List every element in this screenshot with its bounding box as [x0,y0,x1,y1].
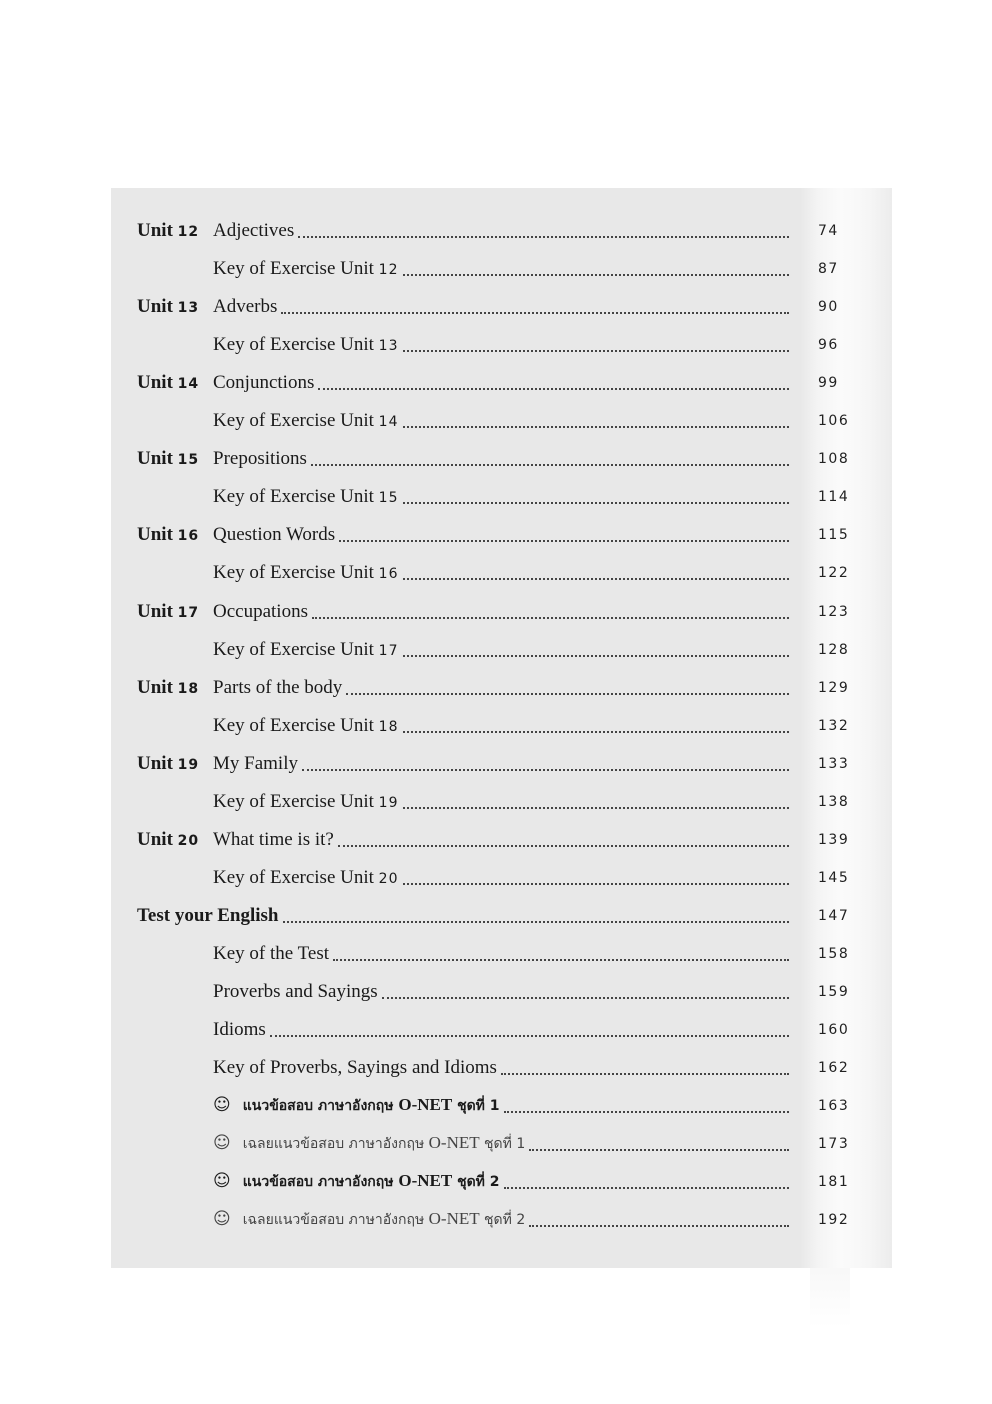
toc-entry-title [137,220,294,242]
smiley-icon: ☺ [213,1095,231,1115]
key-title [213,791,399,813]
onet-label: O-NET [428,1133,480,1152]
key-title [213,258,399,280]
toc-entry-title [213,562,399,584]
unit-number: 13 [177,300,200,316]
unit-label [137,677,213,699]
dot-leader [403,730,790,733]
unit-title: What time is it? [213,829,334,850]
page-number: 181 [818,1174,850,1190]
key-unit-number: 20 [378,871,399,887]
page-number: 128 [818,642,850,658]
unit-number: 12 [177,224,200,240]
dot-leader [403,273,790,276]
key-unit-number: 19 [378,795,399,811]
dot-leader [281,311,789,314]
key-title-text: Key of Exercise Unit [213,486,374,507]
thai-set-number: ชุดที่ 1 [479,1136,526,1152]
dot-leader [270,1034,789,1037]
dot-leader [504,1110,789,1113]
toc-entry-title [213,1133,525,1155]
unit-title: Adverbs [213,296,278,317]
unit-number: 14 [177,376,200,392]
unit-word: Unit [137,677,173,698]
key-title-text: Key of Exercise Unit [213,639,374,660]
thai-exam-title [213,1171,500,1193]
thai-text: แนวข้อสอบ ภาษาอังกฤษ [242,1174,399,1190]
toc-entry[interactable] [137,673,851,703]
sub-title: Key of the Test [213,943,329,964]
key-title-text: Key of Exercise Unit [213,410,374,431]
page-number: 158 [818,946,850,962]
toc-entry[interactable] [137,482,851,512]
page-number: 162 [818,1060,850,1076]
key-title-text: Key of Exercise Unit [213,562,374,583]
unit-label [137,372,213,394]
unit-label [137,829,213,851]
toc-entry[interactable] [137,635,851,665]
unit-word: Unit [137,524,173,545]
page-number: 114 [818,489,850,505]
key-unit-number: 12 [378,262,399,278]
dot-leader [403,654,790,657]
dot-leader [312,616,789,619]
unit-label [137,601,213,623]
sub-title: Key of Proverbs, Sayings and Idioms [213,1057,497,1078]
page-number: 106 [818,413,850,429]
sub-title: Idioms [213,1019,266,1040]
smiley-icon: ☺ [213,1171,231,1191]
toc-entry[interactable] [137,406,851,436]
key-title-text: Key of Exercise Unit [213,867,374,888]
toc-entry-title [137,905,279,927]
toc-entry[interactable] [137,939,851,969]
dot-leader [298,235,789,238]
toc-entry-title [213,715,399,737]
toc-entry-title [137,753,298,775]
unit-label [137,524,213,546]
page-number: 147 [818,908,850,924]
page-number: 159 [818,984,850,1000]
toc-entry[interactable] [137,368,851,398]
dot-leader [318,387,789,390]
toc-entry[interactable] [137,749,851,779]
key-title [213,410,399,432]
unit-word: Unit [137,372,173,393]
toc-entry-title [137,448,307,470]
toc-entry[interactable] [137,1205,851,1235]
key-title [213,562,399,584]
key-title [213,486,399,508]
unit-number: 17 [177,605,200,621]
thai-exam-title [213,1133,525,1155]
unit-number: 16 [177,528,200,544]
toc-entry-title [137,296,277,318]
toc-entry[interactable] [137,254,851,284]
page-number: 87 [818,261,839,277]
onet-label: O-NET [398,1171,453,1190]
thai-text: เฉลยแนวข้อสอบ ภาษาอังกฤษ [242,1136,429,1152]
toc-entry-title [137,677,342,699]
page-number: 133 [818,756,850,772]
dot-leader [403,882,790,885]
page-number: 129 [818,680,850,696]
dot-leader [501,1072,789,1075]
unit-title: Adjectives [213,220,295,241]
page-number: 160 [818,1022,850,1038]
toc-entry-title [213,791,399,813]
unit-label [137,296,213,318]
key-unit-number: 13 [378,338,399,354]
toc-entry-title [213,334,399,356]
toc-entry-title [213,258,399,280]
key-title-text: Key of Exercise Unit [213,791,374,812]
toc-entry[interactable] [137,292,851,322]
toc-entry[interactable] [137,1015,851,1045]
toc-entry[interactable] [137,901,851,931]
dot-leader [333,958,789,961]
toc-entry-title [213,867,399,889]
sub-title: Proverbs and Sayings [213,981,378,1002]
toc-entry-title [213,639,399,661]
thai-set-number: ชุดที่ 2 [452,1174,500,1190]
toc-entry-title [213,1171,500,1193]
dot-leader [529,1224,789,1227]
page-number: 173 [818,1136,850,1152]
toc-entry[interactable] [137,711,851,741]
unit-title: Parts of the body [213,677,343,698]
dot-leader [403,806,790,809]
unit-number: 19 [177,757,200,773]
key-unit-number: 17 [378,643,399,659]
unit-title: Occupations [213,601,308,622]
toc-entry-title [137,524,335,546]
thai-exam-title [213,1095,500,1117]
section-title: Test your English [137,905,279,926]
key-unit-number: 16 [378,566,399,582]
thai-set-number: ชุดที่ 1 [452,1098,500,1114]
unit-label [137,448,213,470]
page-number: 108 [818,451,850,467]
unit-word: Unit [137,296,173,317]
smiley-icon: ☺ [213,1209,231,1229]
dot-leader [403,425,790,428]
key-title-text: Key of Exercise Unit [213,715,374,736]
page-number: 138 [818,794,850,810]
onet-label: O-NET [428,1209,480,1228]
unit-title: My Family [213,753,298,774]
key-title [213,334,399,356]
thai-exam-title [213,1209,525,1231]
key-title [213,867,399,889]
unit-title: Question Words [213,524,336,545]
page-number: 96 [818,337,839,353]
thai-text: แนวข้อสอบ ภาษาอังกฤษ [242,1098,399,1114]
unit-word: Unit [137,220,173,241]
page-number: 90 [818,299,839,315]
dot-leader [529,1148,789,1151]
toc-entry[interactable] [137,1167,851,1197]
toc-entry[interactable] [137,977,851,1007]
unit-word: Unit [137,829,173,850]
dot-leader [339,539,789,542]
page-number: 122 [818,565,850,581]
page-number: 145 [818,870,850,886]
dot-leader [302,768,789,771]
key-unit-number: 14 [378,414,399,430]
onet-label: O-NET [398,1095,453,1114]
toc-entry[interactable] [137,787,851,817]
key-title [213,715,399,737]
key-title [213,639,399,661]
dot-leader [403,349,790,352]
unit-label [137,753,213,775]
toc-entry-title [213,1095,500,1117]
page-number: 115 [818,527,850,543]
thai-text: เฉลยแนวข้อสอบ ภาษาอังกฤษ [242,1212,429,1228]
smiley-icon: ☺ [213,1133,231,1153]
page-number: 163 [818,1098,850,1114]
dot-leader [403,577,790,580]
toc-entry-title [213,943,329,965]
toc-entry[interactable] [137,444,851,474]
toc-entry[interactable] [137,558,851,588]
key-title-text: Key of Exercise Unit [213,258,374,279]
key-unit-number: 18 [378,719,399,735]
key-title-text: Key of Exercise Unit [213,334,374,355]
unit-title: Conjunctions [213,372,315,393]
unit-number: 18 [177,681,200,697]
toc-entry[interactable] [137,216,851,246]
key-unit-number: 15 [378,490,399,506]
dot-leader [338,844,789,847]
unit-title: Prepositions [213,448,307,469]
toc-entry-title [137,829,334,851]
unit-word: Unit [137,448,173,469]
unit-word: Unit [137,753,173,774]
dot-leader [346,692,789,695]
unit-number: 15 [177,452,200,468]
toc-entry[interactable] [137,330,851,360]
unit-label [137,220,213,242]
toc-entry[interactable] [137,1053,851,1083]
page-number: 132 [818,718,850,734]
toc-entry-title [213,981,378,1003]
toc-entry[interactable] [137,1091,851,1121]
toc-entry[interactable] [137,597,851,627]
toc-entry-title [213,1057,497,1079]
page-number: 74 [818,223,839,239]
thai-set-number: ชุดที่ 2 [479,1212,526,1228]
page-number: 139 [818,832,850,848]
unit-number: 20 [177,833,200,849]
toc-entry-title [137,372,314,394]
toc-entry[interactable] [137,520,851,550]
page-number: 99 [818,375,839,391]
toc-entry-title [137,601,308,623]
dot-leader [504,1186,789,1189]
toc-entry-title [213,1209,525,1231]
unit-word: Unit [137,601,173,622]
toc-entry-title [213,1019,266,1041]
toc-entry-title [213,410,399,432]
toc-entry[interactable] [137,1129,851,1159]
dot-leader [382,996,789,999]
toc-entry-title [213,486,399,508]
dot-leader [283,920,790,923]
page-number: 123 [818,604,850,620]
dot-leader [403,501,790,504]
page-number: 192 [818,1212,850,1228]
dot-leader [311,463,789,466]
toc-entry[interactable] [137,825,851,855]
toc-entry[interactable] [137,863,851,893]
